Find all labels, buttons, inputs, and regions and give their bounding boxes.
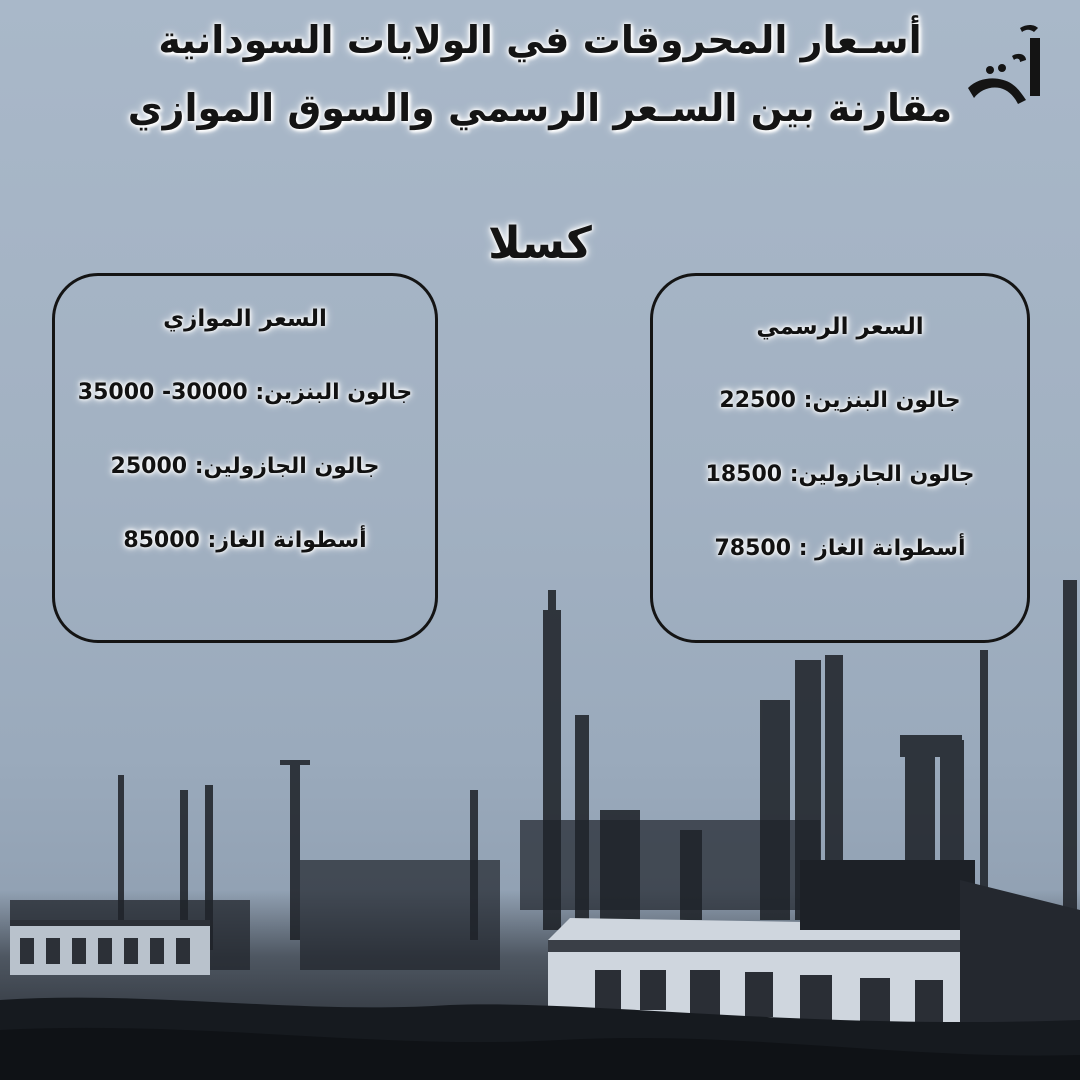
title-line-2: مقارنة بين السـعر الرسمي والسوق الموازي [127, 86, 953, 130]
athar-logo-icon [960, 18, 1060, 118]
official-price-title: السعر الرسمي [756, 314, 924, 340]
official-price-card [650, 273, 1030, 643]
official-row-diesel [653, 462, 1027, 487]
parallel-benzine-label: جالون البنزين: [255, 380, 413, 405]
city-name: كسلا [488, 218, 592, 269]
official-row-gas [653, 536, 1027, 561]
parallel-gas-label: أسطوانة الغاز: [207, 528, 367, 553]
parallel-benzine-value: 35000 -30000 [77, 380, 248, 405]
parallel-row-gas [55, 528, 435, 553]
official-diesel-label: جالون الجازولين: [789, 462, 975, 487]
official-gas-label: أسطوانة الغاز : [798, 536, 966, 561]
official-benzine-value: 22500 [719, 388, 796, 413]
parallel-row-benzine [55, 380, 435, 405]
official-diesel-value: 18500 [705, 462, 783, 487]
parallel-diesel-label: جالون الجازولين: [194, 454, 380, 479]
official-gas-value: 78500 [714, 536, 792, 561]
title-line-1: أسـعار المحروقات في الولايات السودانية [158, 18, 922, 62]
official-row-benzine [653, 388, 1027, 413]
parallel-diesel-value: 25000 [110, 454, 188, 479]
parallel-price-title: السعر الموازي [163, 306, 327, 332]
parallel-gas-value: 85000 [123, 528, 200, 553]
official-benzine-label: جالون البنزين: [803, 388, 961, 413]
parallel-row-diesel [55, 454, 435, 479]
parallel-price-card [52, 273, 438, 643]
